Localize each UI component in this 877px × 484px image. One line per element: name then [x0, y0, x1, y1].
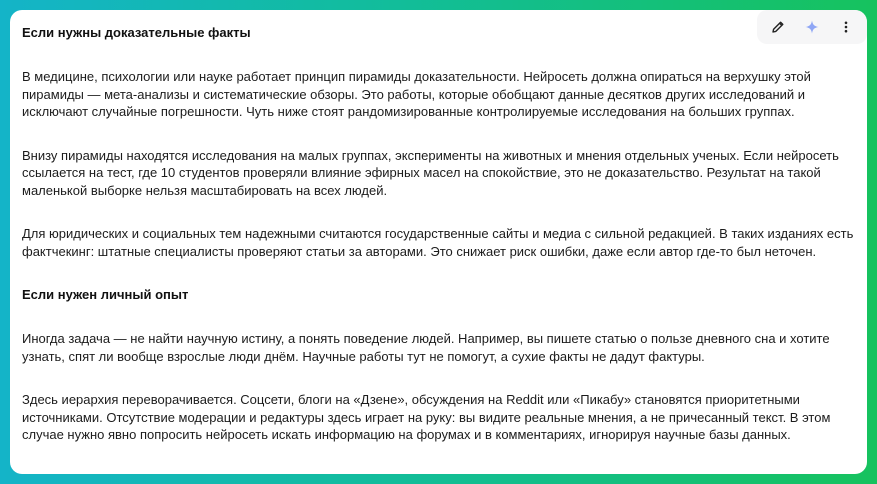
- paragraph: Для юридических и социальных тем надежными считаются государственные сайты и медиа с сильной редакцией. В таких изданиях есть фактчекинг: штатные специалисты проверяют статьи за авторами. Это снижает риск ошибки, даже если автор где-то был неточен.: [22, 226, 854, 259]
- paragraph: Иногда задача — не найти научную истину, а понять поведение людей. Например, вы пишете статью о пользе дневного сна и хотите узнать, спят ли вообще взрослые люди днём. Научные работы тут не помогут, а сухие факты не дадут фактуры.: [22, 331, 830, 364]
- section-heading-personal-experience: Если нужен личный опыт: [22, 287, 189, 302]
- pencil-icon: [771, 20, 785, 34]
- section-heading-evidence: Если нужны доказательные факты: [22, 25, 251, 40]
- paragraph: Здесь иерархия переворачивается. Соцсети, блоги на «Дзене», обсуждения на Reddit или «Пикабу» становятся приоритетными источниками. Отсутствие модерации и редактуры здесь играет на руку: вы видите реальные мнения, а не причесанный текст. В этом случае нужно явно попросить нейросеть искать информацию на форумах и в комментариях, игнорируя научные базы данных.: [22, 392, 831, 442]
- paragraph: В медицине, психологии или науке работает принцип пирамиды доказательности. Нейросеть должна опираться на верхушку этой пирамиды — мета-анализы и систематические обзоры. Это работы, которые обобщают данные десятков других исследований и исключают случайные погрешности. Чуть ниже стоят рандомизированные контролируемые исследования на больших группах.: [22, 69, 811, 119]
- more-options-button[interactable]: [832, 13, 860, 41]
- paragraph: Внизу пирамиды находятся исследования на малых группах, эксперименты на животных и мнения отдельных ученых. Если нейросеть ссылается на тест, где 10 студентов проверяли влияние эфирных масел на спокойствие, это не доказательство. Результат на такой маленькой выборке нельзя масштабировать на всех людей.: [22, 147, 839, 198]
- edit-button[interactable]: [764, 13, 792, 41]
- message-toolbar: [757, 10, 867, 44]
- sparkle-icon: [805, 20, 819, 34]
- ai-assist-button[interactable]: [798, 13, 826, 41]
- message-card: [10, 10, 867, 474]
- more-vertical-icon: [839, 20, 853, 34]
